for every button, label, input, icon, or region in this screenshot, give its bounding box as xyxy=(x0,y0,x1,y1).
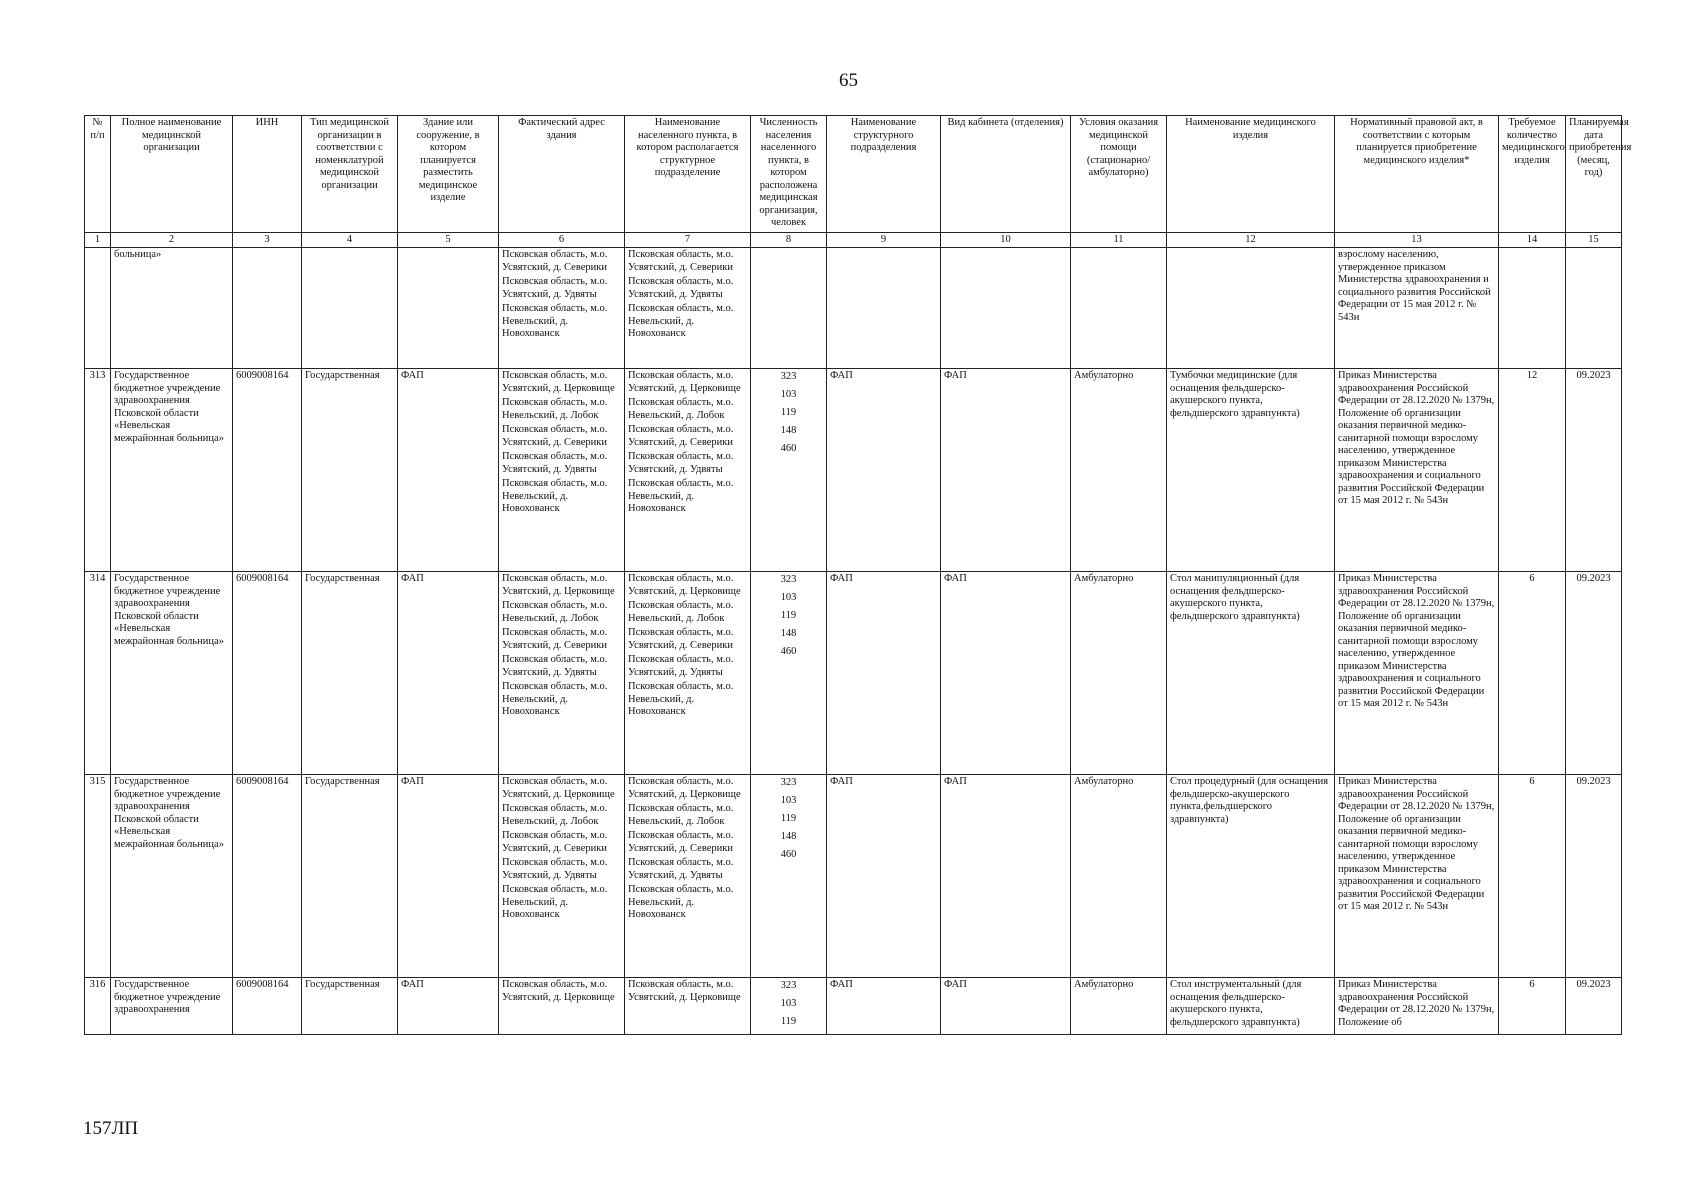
location-text: Псковская область, м.о. Усвятский, д. Удвяты xyxy=(628,451,734,475)
org-name: Государственное бюджетное учреждение здравоохранения Псковской области «Невельская межрайонная больница» xyxy=(111,369,233,572)
column-number: 13 xyxy=(1335,233,1499,248)
column-number: 11 xyxy=(1071,233,1167,248)
population-value: 103 xyxy=(780,795,797,806)
col-header-qty: Требуемое количество медицинского изделия xyxy=(1499,116,1566,233)
device-name: Стол процедурный (для оснащения фельдшерско-акушерского пункта,фельдшерского здравпункта) xyxy=(1167,775,1335,978)
population-cell xyxy=(751,572,827,775)
inn: 6009008164 xyxy=(233,572,302,775)
cabinet: ФАП xyxy=(941,369,1071,572)
population-value: 148 xyxy=(780,628,797,639)
quantity: 6 xyxy=(1499,775,1566,978)
conditions: Амбулаторно xyxy=(1071,775,1167,978)
col-header-device: Наименование медицинского изделия xyxy=(1167,116,1335,233)
quantity: 6 xyxy=(1499,572,1566,775)
column-number: 12 xyxy=(1167,233,1335,248)
column-number-row xyxy=(85,233,1622,248)
location-text: Псковская область, м.о. Невельский, д. Лобок xyxy=(628,397,734,421)
population-value: 119 xyxy=(780,1016,797,1027)
location-text: Псковская область, м.о. Невельский, д. Лобок xyxy=(628,803,734,827)
location-text: Псковская область, м.о. Невельский, д. Новохованск xyxy=(502,303,608,339)
population-value: 119 xyxy=(780,813,797,824)
location-text: Псковская область, м.о. Усвятский, д. Удвяты xyxy=(628,276,734,300)
locality-cell xyxy=(625,775,751,978)
building: ФАП xyxy=(398,369,499,572)
column-number: 15 xyxy=(1566,233,1622,248)
cabinet: ФАП xyxy=(941,978,1071,1035)
column-number: 1 xyxy=(85,233,111,248)
population-value: 103 xyxy=(780,389,797,400)
column-number: 5 xyxy=(398,233,499,248)
address-cell xyxy=(499,248,625,369)
column-number: 10 xyxy=(941,233,1071,248)
building: ФАП xyxy=(398,775,499,978)
population-value: 103 xyxy=(780,592,797,603)
division: ФАП xyxy=(827,369,941,572)
population-value: 148 xyxy=(780,831,797,842)
address-cell xyxy=(499,369,625,572)
row-number: 316 xyxy=(85,978,111,1035)
conditions: Амбулаторно xyxy=(1071,369,1167,572)
location-text: Псковская область, м.о. Невельский, д. Новохованск xyxy=(628,478,734,514)
address-cell xyxy=(499,572,625,775)
location-text: Псковская область, м.о. Усвятский, д. Удвяты xyxy=(628,654,734,678)
page-number: 65 xyxy=(839,70,858,91)
population-value: 323 xyxy=(780,980,797,991)
location-text: Псковская область, м.о. Усвятский, д. Северики xyxy=(628,830,734,854)
locality-cell xyxy=(625,248,751,369)
column-number: 2 xyxy=(111,233,233,248)
table-row xyxy=(85,775,1622,978)
legal-act: Приказ Министерства здравоохранения Российской Федерации от 28.12.2020 № 1379н, Положение об организации оказания первичной медико-санитарной помощи взрослому населению, утвержденное приказом Министерства здравоохранения и социального развития Российской Федерации от 15 мая 2012 г. № 543н xyxy=(1335,369,1499,572)
population-value: 148 xyxy=(780,425,797,436)
location-text: Псковская область, м.о. Усвятский, д. Северики xyxy=(628,627,734,651)
col-header-org: Полное наименование медицинской организации xyxy=(111,116,233,233)
continuation-row xyxy=(85,248,1622,369)
col-header-date: Планируемая дата приобретения (месяц, год) xyxy=(1566,116,1622,233)
location-text: Псковская область, м.о. Невельский, д. Новохованск xyxy=(628,681,734,717)
document-code: 157ЛП xyxy=(83,1118,139,1139)
location-text: Псковская область, м.о. Невельский, д. Лобок xyxy=(502,803,608,827)
purchase-date: 09.2023 xyxy=(1566,775,1622,978)
population-value: 323 xyxy=(780,777,797,788)
col-header-conditions: Условия оказания медицинской помощи (стационарно/ амбулаторно) xyxy=(1071,116,1167,233)
purchase-date: 09.2023 xyxy=(1566,978,1622,1035)
registry-table xyxy=(84,115,1632,1035)
location-text: Псковская область, м.о. Усвятский, д. Северики xyxy=(628,424,734,448)
location-text: Псковская область, м.о. Невельский, д. Лобок xyxy=(502,600,608,624)
population-value: 323 xyxy=(780,371,797,382)
col-header-locality: Наименование населенного пункта, в котором располагается структурное подразделение xyxy=(625,116,751,233)
org-type: Государственная xyxy=(302,775,398,978)
population-value: 460 xyxy=(780,849,797,860)
col-header-division: Наименование структурного подразделения xyxy=(827,116,941,233)
device-name: Тумбочки медицинские (для оснащения фельдшерско-акушерского пункта, фельдшерского здравпункта) xyxy=(1167,369,1335,572)
org-name: Государственное бюджетное учреждение здравоохранения Псковской области «Невельская межрайонная больница» xyxy=(111,572,233,775)
location-text: Псковская область, м.о. Усвятский, д. Удвяты xyxy=(502,654,608,678)
table-row xyxy=(85,978,1622,1035)
column-number: 4 xyxy=(302,233,398,248)
location-text: Псковская область, м.о. Усвятский, д. Северики xyxy=(502,424,608,448)
col-header-cabinet: Вид кабинета (отделения) xyxy=(941,116,1071,233)
population-value: 460 xyxy=(780,646,797,657)
org-type: Государственная xyxy=(302,572,398,775)
location-text: Псковская область, м.о. Усвятский, д. Церковище xyxy=(628,776,741,800)
location-text: Псковская область, м.о. Усвятский, д. Церковище xyxy=(628,979,741,1003)
address-cell xyxy=(499,978,625,1035)
quantity: 12 xyxy=(1499,369,1566,572)
location-text: Псковская область, м.о. Невельский, д. Новохованск xyxy=(502,884,608,920)
org-type: Государственная xyxy=(302,369,398,572)
col-header-act: Нормативный правовой акт, в соответствии с которым планируется приобретение медицинского изделия* xyxy=(1335,116,1499,233)
address-cell xyxy=(499,775,625,978)
cabinet: ФАП xyxy=(941,572,1071,775)
table-row xyxy=(85,369,1622,572)
location-text: Псковская область, м.о. Невельский, д. Новохованск xyxy=(628,884,734,920)
row-number: 314 xyxy=(85,572,111,775)
column-number: 9 xyxy=(827,233,941,248)
location-text: Псковская область, м.о. Усвятский, д. Удвяты xyxy=(628,857,734,881)
division: ФАП xyxy=(827,572,941,775)
col-header-inn: ИНН xyxy=(233,116,302,233)
building: ФАП xyxy=(398,978,499,1035)
header-row xyxy=(85,116,1622,233)
population-value: 103 xyxy=(780,998,797,1009)
location-text: Псковская область, м.о. Усвятский, д. Удвяты xyxy=(502,451,608,475)
cabinet: ФАП xyxy=(941,775,1071,978)
building: ФАП xyxy=(398,572,499,775)
location-text: Псковская область, м.о. Невельский, д. Лобок xyxy=(502,397,608,421)
org-name: Государственное бюджетное учреждение здравоохранения xyxy=(111,978,233,1035)
column-number: 8 xyxy=(751,233,827,248)
location-text: Псковская область, м.о. Невельский, д. Новохованск xyxy=(502,681,608,717)
location-text: Псковская область, м.о. Усвятский, д. Церковище xyxy=(502,370,615,394)
col-header-population: Численность населения населенного пункта, в котором расположена медицинская организация, человек xyxy=(751,116,827,233)
population-value: 119 xyxy=(780,407,797,418)
legal-act: Приказ Министерства здравоохранения Российской Федерации от 28.12.2020 № 1379н, Положение об xyxy=(1335,978,1499,1035)
row-number: 315 xyxy=(85,775,111,978)
population-cell xyxy=(751,775,827,978)
population-value: 460 xyxy=(780,443,797,454)
conditions: Амбулаторно xyxy=(1071,978,1167,1035)
inn: 6009008164 xyxy=(233,978,302,1035)
org-name: Государственное бюджетное учреждение здравоохранения Псковской области «Невельская межрайонная больница» xyxy=(111,775,233,978)
location-text: Псковская область, м.о. Усвятский, д. Церковище xyxy=(628,573,741,597)
location-text: Псковская область, м.о. Усвятский, д. Церковище xyxy=(502,979,615,1003)
location-text: Псковская область, м.о. Усвятский, д. Церковище xyxy=(628,370,741,394)
locality-cell xyxy=(625,978,751,1035)
location-text: Псковская область, м.о. Усвятский, д. Северики xyxy=(502,627,608,651)
column-number: 3 xyxy=(233,233,302,248)
col-header-type: Тип медицинской организации в соответствии с номенклатурой медицинской организации xyxy=(302,116,398,233)
column-number: 6 xyxy=(499,233,625,248)
legal-act: Приказ Министерства здравоохранения Российской Федерации от 28.12.2020 № 1379н, Положение об организации оказания первичной медико-санитарной помощи взрослому населению, утвержденное приказом Министерства здравоохранения и социального развития Российской Федерации от 15 мая 2012 г. № 543н xyxy=(1335,572,1499,775)
locality-cell xyxy=(625,369,751,572)
division: ФАП xyxy=(827,775,941,978)
purchase-date: 09.2023 xyxy=(1566,369,1622,572)
location-text: Псковская область, м.о. Усвятский, д. Церковище xyxy=(502,776,615,800)
location-text: Псковская область, м.о. Усвятский, д. Удвяты xyxy=(502,276,608,300)
population-value: 323 xyxy=(780,574,797,585)
device-name: Стол инструментальный (для оснащения фельдшерско-акушерского пункта, фельдшерского здравпункта) xyxy=(1167,978,1335,1035)
location-text: Псковская область, м.о. Невельский, д. Новохованск xyxy=(628,303,734,339)
org-name-tail: больница» xyxy=(111,248,233,369)
location-text: Псковская область, м.о. Усвятский, д. Удвяты xyxy=(502,857,608,881)
inn: 6009008164 xyxy=(233,775,302,978)
purchase-date: 09.2023 xyxy=(1566,572,1622,775)
locality-cell xyxy=(625,572,751,775)
legal-act: Приказ Министерства здравоохранения Российской Федерации от 28.12.2020 № 1379н, Положение об организации оказания первичной медико-санитарной помощи взрослому населению, утвержденное приказом Министерства здравоохранения и социального развития Российской Федерации от 15 мая 2012 г. № 543н xyxy=(1335,775,1499,978)
column-number: 14 xyxy=(1499,233,1566,248)
device-name: Стол манипуляционный (для оснащения фельдшерско-акушерского пункта, фельдшерского здравпункта) xyxy=(1167,572,1335,775)
location-text: Псковская область, м.о. Невельский, д. Лобок xyxy=(628,600,734,624)
population-cell xyxy=(751,369,827,572)
col-header-building: Здание или сооружение, в котором планируется разместить медицинское изделие xyxy=(398,116,499,233)
col-header-address: Фактический адрес здания xyxy=(499,116,625,233)
division: ФАП xyxy=(827,978,941,1035)
row-number: 313 xyxy=(85,369,111,572)
location-text: Псковская область, м.о. Усвятский, д. Северики xyxy=(502,830,608,854)
table-row xyxy=(85,572,1622,775)
location-text: Псковская область, м.о. Усвятский, д. Северики xyxy=(502,249,608,273)
population-value: 119 xyxy=(780,610,797,621)
col-header-num: № п/п xyxy=(85,116,111,233)
column-number: 7 xyxy=(625,233,751,248)
org-type: Государственная xyxy=(302,978,398,1035)
population-cell xyxy=(751,978,827,1035)
inn: 6009008164 xyxy=(233,369,302,572)
conditions: Амбулаторно xyxy=(1071,572,1167,775)
location-text: Псковская область, м.о. Усвятский, д. Северики xyxy=(628,249,734,273)
location-text: Псковская область, м.о. Невельский, д. Новохованск xyxy=(502,478,608,514)
act-text-tail: взрослому населению, утвержденное приказом Министерства здравоохранения и социального развития Российской Федерации от 15 мая 2012 г. № 543н xyxy=(1335,248,1499,369)
quantity: 6 xyxy=(1499,978,1566,1035)
location-text: Псковская область, м.о. Усвятский, д. Церковище xyxy=(502,573,615,597)
